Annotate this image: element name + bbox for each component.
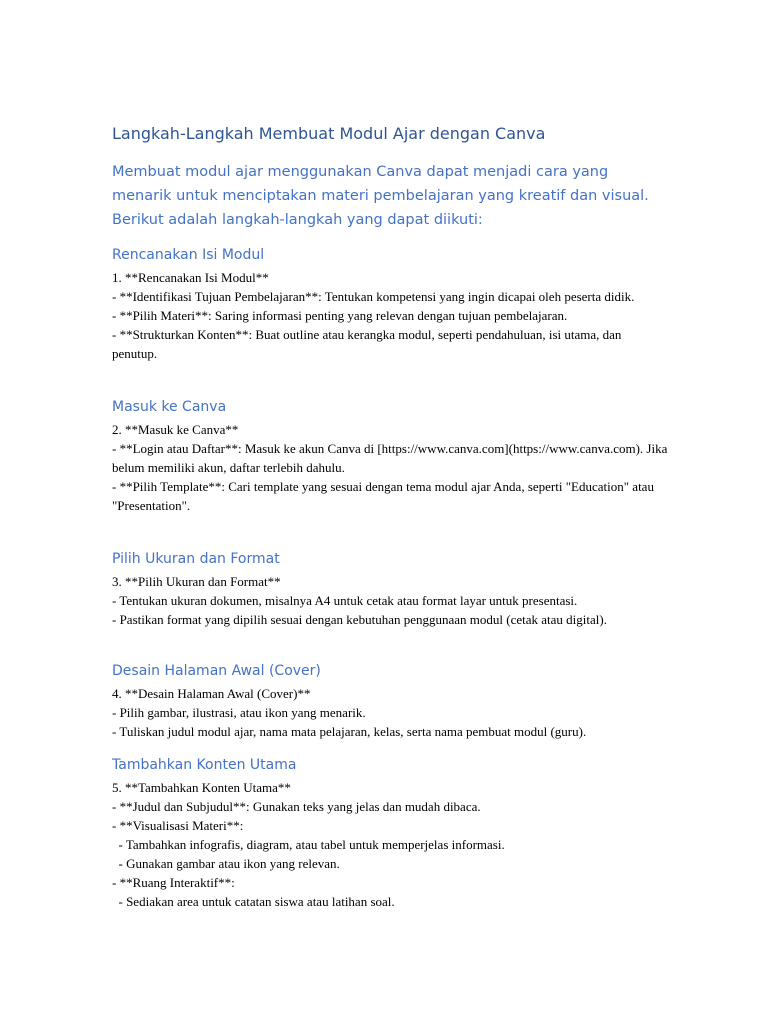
section-line: 1. **Rencanakan Isi Modul** xyxy=(112,270,269,285)
section-line: - **Strukturkan Konten**: Buat outline atau kerangka modul, seperti pendahuluan, isi utama, dan penutup. xyxy=(112,327,625,361)
section-line: - Pastikan format yang dipilih sesuai dengan kebutuhan penggunaan modul (cetak atau digital). xyxy=(112,612,607,627)
section-line: - **Judul dan Subjudul**: Gunakan teks yang jelas dan mudah dibaca. xyxy=(112,799,481,814)
section-line: 2. **Masuk ke Canva** xyxy=(112,422,239,437)
document-title: Langkah-Langkah Membuat Modul Ajar dengan Canva xyxy=(112,124,546,143)
section-line: 4. **Desain Halaman Awal (Cover)** xyxy=(112,686,311,701)
intro-paragraph: Membuat modul ajar menggunakan Canva dapat menjadi cara yang menarik untuk menciptakan materi pembelajaran yang kreatif dan visual. Berikut adalah langkah-langkah yang dapat diikuti: xyxy=(112,164,649,228)
section-heading: Tambahkan Konten Utama xyxy=(112,757,297,773)
section-masuk-ke-canva xyxy=(112,398,671,515)
section-line: - Gunakan gambar atau ikon yang relevan. xyxy=(112,856,340,871)
section-line: - **Pilih Materi**: Saring informasi penting yang relevan dengan tujuan pembelajaran. xyxy=(112,308,568,323)
section-desain-halaman-awal xyxy=(112,662,668,741)
section-line: - Sediakan area untuk catatan siswa atau latihan soal. xyxy=(112,894,395,909)
section-line: - **Identifikasi Tujuan Pembelajaran**: Tentukan kompetensi yang ingin dicapai oleh peserta didik. xyxy=(112,289,635,304)
section-heading: Rencanakan Isi Modul xyxy=(112,247,265,263)
section-line: - **Pilih Template**: Cari template yang sesuai dengan tema modul ajar Anda, seperti "Education" atau "Presentation". xyxy=(112,479,658,513)
section-line: - **Visualisasi Materi**: xyxy=(112,818,244,833)
section-line: 3. **Pilih Ukuran dan Format** xyxy=(112,574,281,589)
section-heading: Desain Halaman Awal (Cover) xyxy=(112,663,321,679)
section-line: 5. **Tambahkan Konten Utama** xyxy=(112,780,291,795)
section-line: - Tambahkan infografis, diagram, atau tabel untuk memperjelas informasi. xyxy=(112,837,505,852)
section-heading: Masuk ke Canva xyxy=(112,399,227,415)
section-pilih-ukuran-dan-format xyxy=(112,550,668,629)
section-tambahkan-konten-utama xyxy=(112,756,668,911)
section-line: - Pilih gambar, ilustrasi, atau ikon yang menarik. xyxy=(112,705,366,720)
section-line: - Tentukan ukuran dokumen, misalnya A4 untuk cetak atau format layar untuk presentasi. xyxy=(112,593,578,608)
section-rencanakan-isi-modul xyxy=(112,246,668,363)
section-line: - **Login atau Daftar**: Masuk ke akun Canva di [https://www.canva.com](https://www.canva.com). Jika belum memiliki akun, daftar terlebih dahulu. xyxy=(112,441,671,475)
section-line: - **Ruang Interaktif**: xyxy=(112,875,235,890)
section-line: - Tuliskan judul modul ajar, nama mata pelajaran, kelas, serta nama pembuat modul (guru). xyxy=(112,724,587,739)
section-heading: Pilih Ukuran dan Format xyxy=(112,551,280,567)
